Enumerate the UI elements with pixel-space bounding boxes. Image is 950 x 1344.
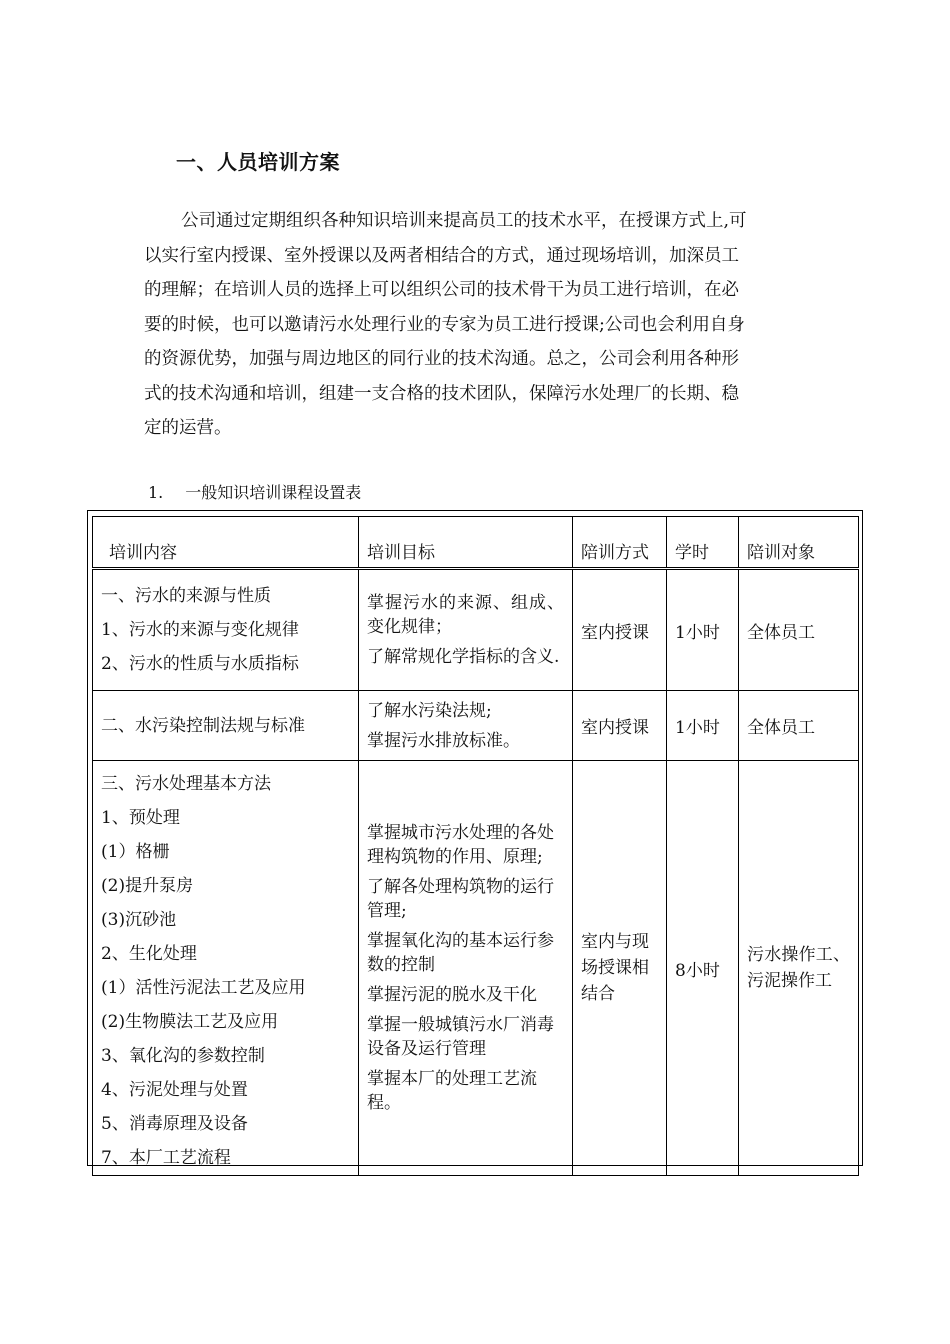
content-line: 1、污水的来源与变化规律 — [101, 620, 299, 640]
goal-line: 了解常规化学指标的含义. — [367, 647, 560, 667]
paragraph-line: 定的运营。 — [144, 418, 232, 438]
content-line: 4、污泥处理与处置 — [101, 1080, 248, 1100]
goal-line: 了解水污染法规; — [367, 700, 492, 721]
table-header-row — [93, 517, 859, 569]
row-goal — [359, 761, 573, 1176]
table-caption — [148, 480, 361, 503]
content-line: (2)提升泵房 — [101, 876, 194, 896]
paragraph-line: 以实行室内授课、室外授课以及两者相结合的方式，通过现场培训，加深员工 — [144, 245, 739, 266]
content-line: 3、氧化沟的参数控制 — [101, 1046, 265, 1066]
content-line: 5、消毒原理及设备 — [101, 1114, 248, 1134]
paragraph-line: 的理解；在培训人员的选择上可以组织公司的技术骨干为员工进行培训，在必 — [144, 280, 739, 300]
goal-line: 掌握氧化沟的基本运行参数的控制 — [367, 931, 554, 975]
row-hours: 1小时 — [667, 691, 739, 761]
goal-line: 掌握污水的来源、组成、变化规律； — [367, 593, 564, 637]
intro-paragraph — [144, 204, 810, 446]
paragraph-line: 的资源优势，加强与周边地区的同行业的技术沟通。总之，公司会利用各种形 — [144, 349, 739, 369]
table-row — [93, 569, 859, 691]
row-audience: 全体员工 — [739, 691, 859, 761]
paragraph-line: 式的技术沟通和培训，组建一支合格的技术团队，保障污水处理厂的长期、稳 — [144, 383, 739, 404]
content-line: 7、本厂工艺流程 — [101, 1148, 231, 1168]
table-row — [93, 761, 859, 1176]
section-heading: 一、人员培训方案 — [176, 150, 340, 174]
row-content — [93, 569, 359, 691]
table-caption-number: 1. — [148, 483, 164, 502]
row-audience: 全体员工 — [739, 569, 859, 691]
content-line: (1）活性污泥法工艺及应用 — [101, 978, 306, 998]
header-content: 培训内容 — [93, 517, 359, 569]
row-goal — [359, 569, 573, 691]
row-method: 室内授课 — [573, 569, 667, 691]
paragraph-line: 公司通过定期组织各种知识培训来提高员工的技术水平，在授课方式上,可 — [181, 211, 747, 231]
row-goal — [359, 691, 573, 761]
content-line: 2、污水的性质与水质指标 — [101, 654, 299, 674]
header-method: 陪训方式 — [573, 517, 667, 569]
goal-line: 掌握污水排放标准。 — [367, 730, 520, 751]
header-goal: 培训目标 — [359, 517, 573, 569]
goal-line: 了解各处理构筑物的运行管理; — [367, 877, 554, 921]
course-table — [92, 516, 859, 1176]
goal-line: 掌握一般城镇污水厂消毒设备及运行管理 — [367, 1015, 554, 1059]
row-method: 室内与现场授课相结合 — [573, 761, 667, 1176]
paragraph-line: 要的时候，也可以邀请污水处理行业的专家为员工进行授课;公司也会利用自身 — [144, 314, 745, 335]
table-caption-title: 一般知识培训课程设置表 — [185, 483, 362, 502]
goal-line: 掌握污泥的脱水及干化 — [367, 985, 537, 1005]
header-hours: 学时 — [667, 517, 739, 569]
content-line: 一、污水的来源与性质 — [101, 586, 271, 606]
table-row — [93, 691, 859, 761]
goal-line: 掌握本厂的处理工艺流程。 — [367, 1069, 537, 1113]
row-audience: 污水操作工、污泥操作工 — [739, 761, 859, 1176]
row-hours: 8小时 — [667, 761, 739, 1176]
content-line: 2、生化处理 — [101, 944, 197, 964]
content-line: 三、污水处理基本方法 — [101, 774, 271, 794]
goal-line: 掌握城市污水处理的各处理构筑物的作用、原理; — [367, 823, 554, 867]
content-line: (2)生物膜法工艺及应用 — [101, 1012, 279, 1032]
content-line: (1）格栅 — [101, 842, 170, 862]
row-hours: 1小时 — [667, 569, 739, 691]
row-method: 室内授课 — [573, 691, 667, 761]
content-line: 1、预处理 — [101, 808, 180, 828]
content-line: 二、水污染控制法规与标准 — [101, 715, 305, 736]
row-content — [93, 761, 359, 1176]
content-line: (3)沉砂池 — [101, 910, 177, 930]
row-content — [93, 691, 359, 761]
header-audience: 陪训对象 — [739, 517, 859, 569]
